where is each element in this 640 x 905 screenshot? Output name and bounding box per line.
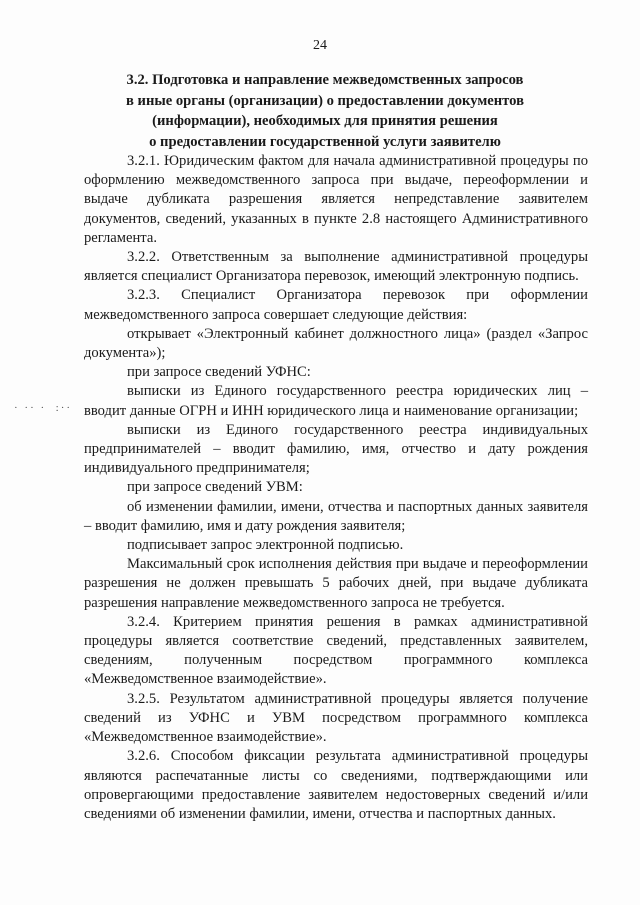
paragraph-sign-request: подписывает запрос электронной подписью. xyxy=(127,537,404,554)
section-heading xyxy=(90,70,560,152)
paragraph-3-2-3: 3.2.3. Специалист Организатора перевозок при оформлении межведомственного запроса совершает следующие действия: xyxy=(84,287,588,323)
scan-artifact: · ·· · :·· xyxy=(14,402,73,414)
paragraph-3-2-2: 3.2.2. Ответственным за выполнение административной процедуры является специалист Организатора перевозок, имеющий электронную подпись. xyxy=(84,249,588,285)
heading-line: (информации), необходимых для принятия решения xyxy=(152,113,498,129)
paragraph-name-change: об изменении фамилии, имени, отчества и паспортных данных заявителя – вводит фамилию, имя и дату рождения заявителя; xyxy=(84,498,588,534)
heading-line: о предоставлении государственной услуги заявителю xyxy=(149,133,501,150)
paragraph-egrul-extract: выписки из Единого государственного реестра юридических лиц – вводит данные ОГРН и ИНН юридического лица и наименование организации; xyxy=(84,383,588,419)
paragraph-3-2-1: 3.2.1. Юридическим фактом для начала административной процедуры по оформлению межведомственного запроса при выдаче, переоформлении и выдаче дубликата разрешения является непредставление заявителем документов, сведений, указанных в пункте 2.8 настоящего Административного регламента. xyxy=(84,153,588,246)
heading-line: 3.2. Подготовка и направление межведомственных запросов xyxy=(126,72,524,88)
paragraph-uvm-request: при запросе сведений УВМ: xyxy=(127,479,303,496)
paragraph-3-2-5: 3.2.5. Результатом административной процедуры является получение сведений из УФНС и УВМ посредством программного комплекса «Межведомственное взаимодействие». xyxy=(84,690,588,746)
page-number: 24 xyxy=(313,38,327,53)
paragraph-3-2-4: 3.2.4. Критерием принятия решения в рамках административной процедуры является соответствие сведений, представленных заявителем, сведениям, полученным посредством программного комплекса «Межведомственное взаимодействие». xyxy=(84,613,588,688)
body-text xyxy=(84,152,588,824)
heading-line: в иные органы (организации) о предоставлении документов xyxy=(126,92,524,109)
paragraph-max-term: Максимальный срок исполнения действия при выдаче и переоформлении разрешения не должен превышать 5 рабочих дней, при выдаче дубликата разрешения направление межведомственного запроса не требуется. xyxy=(84,556,588,611)
paragraph-open-cabinet: открывает «Электронный кабинет должностного лица» (раздел «Запрос документа»); xyxy=(84,325,588,362)
paragraph-ufns-request: при запросе сведений УФНС: xyxy=(127,364,311,381)
paragraph-egrip-extract: выписки из Единого государственного реестра индивидуальных предпринимателей – вводит фамилию, имя, отчество и дату рождения индивидуального предпринимателя; xyxy=(84,421,588,477)
paragraph-3-2-6: 3.2.6. Способом фиксации результата административной процедуры являются распечатанные листы со сведениями, подтверждающими или опровергающими предоставление заявителем недостоверных сведений и/или сведениями об изменении фамилии, имени, отчества и паспортных данных. xyxy=(84,748,588,822)
